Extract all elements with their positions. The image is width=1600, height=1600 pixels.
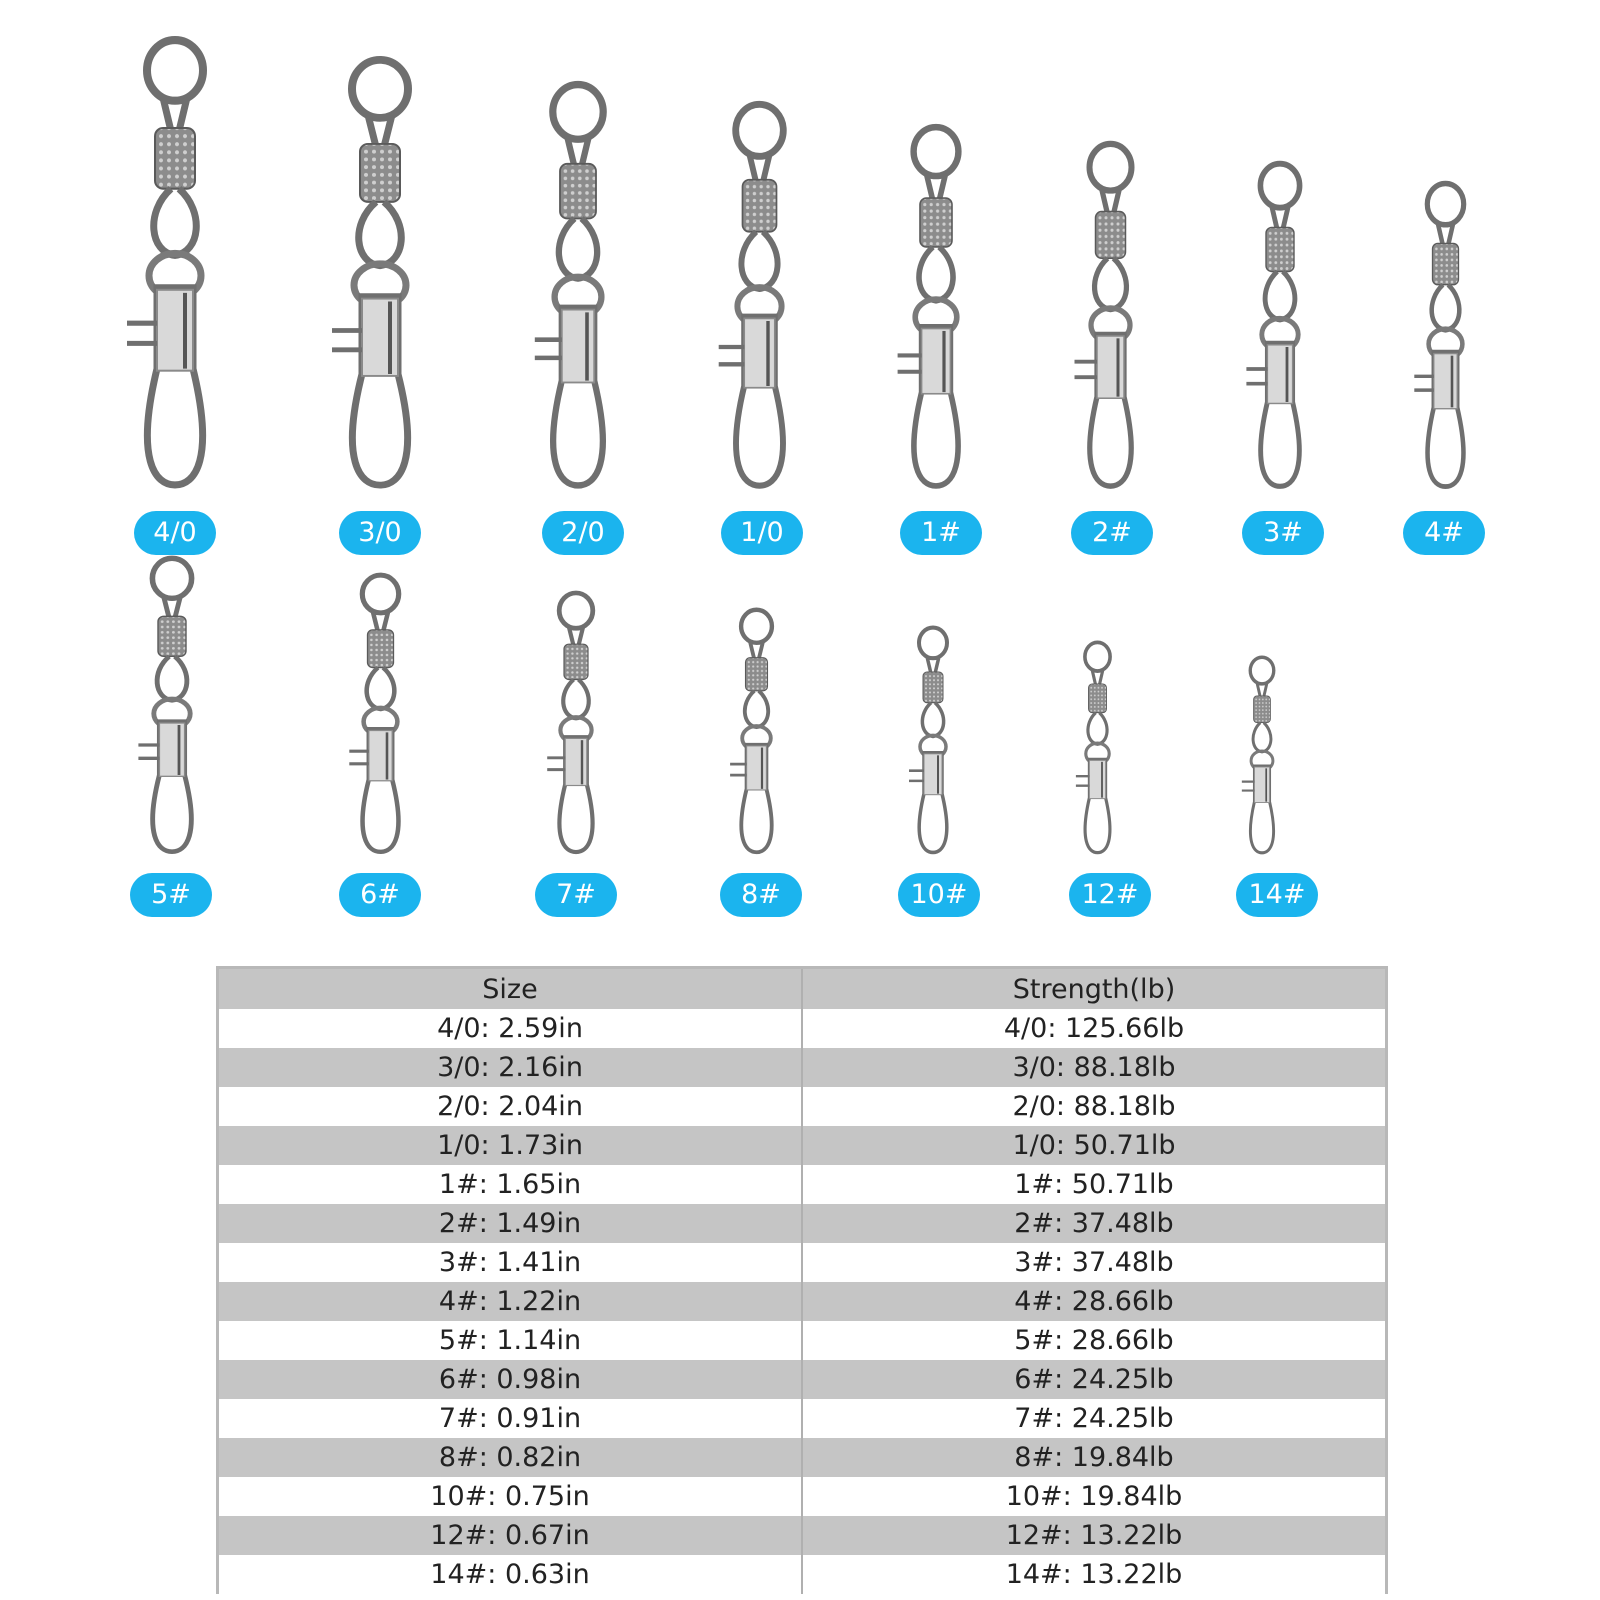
swivel-snap-image [908,625,958,855]
strength-cell: 2/0: 88.18lb [802,1087,1387,1126]
size-badge: 3# [1242,511,1324,555]
size-badge: 5# [130,873,212,917]
size-badge: 14# [1236,873,1318,917]
strength-cell: 2#: 37.48lb [802,1204,1387,1243]
table-row [218,1360,1387,1399]
table-row [218,1399,1387,1438]
size-cell: 8#: 0.82in [218,1438,803,1477]
size-badge: 7# [535,873,617,917]
swivel-snap-image [1413,180,1478,490]
size-cell: 2#: 1.49in [218,1204,803,1243]
size-badge: 1# [900,511,982,555]
strength-cell: 1#: 50.71lb [802,1165,1387,1204]
size-cell: 14#: 0.63in [218,1555,803,1594]
table-row [218,1438,1387,1477]
size-cell: 2/0: 2.04in [218,1087,803,1126]
table-row [218,1009,1387,1048]
size-badge: 2# [1071,511,1153,555]
swivel-snap-image [729,607,784,855]
size-badge: 6# [339,873,421,917]
swivel-snap-image [1245,160,1315,490]
size-cell: 1/0: 1.73in [218,1126,803,1165]
size-badge: 8# [720,873,802,917]
strength-cell: 7#: 24.25lb [802,1399,1387,1438]
strength-cell: 5#: 28.66lb [802,1321,1387,1360]
table-row [218,1477,1387,1516]
strength-cell: 10#: 19.84lb [802,1477,1387,1516]
swivel-snap-image [1073,140,1148,490]
table-row [218,1048,1387,1087]
swivel-snap-image [137,555,207,855]
strength-cell: 6#: 24.25lb [802,1360,1387,1399]
size-cell: 6#: 0.98in [218,1360,803,1399]
strength-cell: 4#: 28.66lb [802,1282,1387,1321]
swivel-snap-image [125,35,225,490]
table-row [218,1516,1387,1555]
swivel-snap-image [1241,655,1283,855]
size-cell: 10#: 0.75in [218,1477,803,1516]
size-cell: 7#: 0.91in [218,1399,803,1438]
table-row [218,1204,1387,1243]
table-row [218,1087,1387,1126]
strength-cell: 12#: 13.22lb [802,1516,1387,1555]
strength-cell: 1/0: 50.71lb [802,1126,1387,1165]
swivel-snap-image [533,80,623,490]
table-header-row [218,968,1387,1010]
table-row [218,1165,1387,1204]
size-badge: 10# [898,873,980,917]
table-row [218,1282,1387,1321]
size-badge: 4/0 [134,511,216,555]
size-cell: 12#: 0.67in [218,1516,803,1555]
strength-cell: 4/0: 125.66lb [802,1009,1387,1048]
table-row [218,1555,1387,1594]
strength-column-header: Strength(lb) [802,968,1387,1010]
size-badge: 1/0 [721,511,803,555]
swivel-snap-image [896,123,976,490]
table-row [218,1243,1387,1282]
swivel-snap-image [348,572,413,855]
size-strength-table [216,966,1388,1594]
size-cell: 3#: 1.41in [218,1243,803,1282]
swivel-snap-image [1075,640,1120,855]
size-cell: 3/0: 2.16in [218,1048,803,1087]
table-row [218,1126,1387,1165]
size-cell: 1#: 1.65in [218,1165,803,1204]
size-cell: 4/0: 2.59in [218,1009,803,1048]
swivel-snap-image [717,100,802,490]
size-badge: 3/0 [339,511,421,555]
table-row [218,1321,1387,1360]
swivel-snap-image [546,590,606,855]
size-badge: 4# [1403,511,1485,555]
strength-cell: 3/0: 88.18lb [802,1048,1387,1087]
strength-cell: 3#: 37.48lb [802,1243,1387,1282]
size-badge: 2/0 [542,511,624,555]
strength-cell: 8#: 19.84lb [802,1438,1387,1477]
size-badge: 12# [1069,873,1151,917]
strength-cell: 14#: 13.22lb [802,1555,1387,1594]
size-column-header: Size [218,968,803,1010]
swivel-snap-image [330,55,430,490]
size-cell: 5#: 1.14in [218,1321,803,1360]
size-cell: 4#: 1.22in [218,1282,803,1321]
